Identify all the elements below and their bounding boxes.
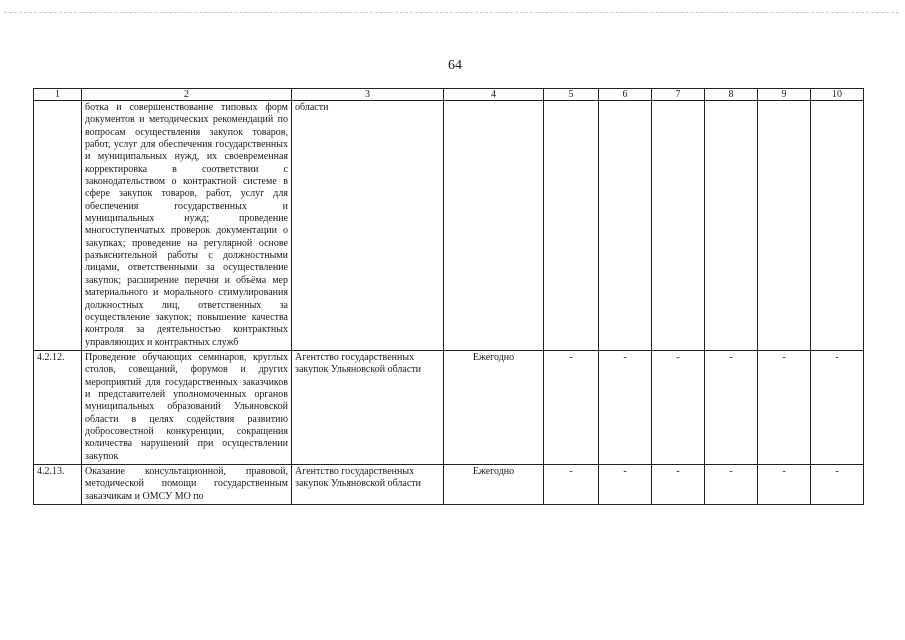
row-number — [34, 101, 82, 351]
row-value — [705, 101, 758, 351]
column-header: 6 — [599, 89, 652, 101]
table-row — [34, 464, 864, 504]
table-row — [34, 101, 864, 351]
row-executor: области — [292, 101, 444, 351]
column-header: 9 — [758, 89, 811, 101]
table-row — [34, 350, 864, 464]
plan-table — [33, 88, 864, 505]
row-value: - — [811, 464, 864, 504]
row-value: - — [544, 350, 599, 464]
row-description: ботка и совершенствование типовых форм документов и методических рекомендаций по вопросам осуществления закупок товаров, работ, услуг для обеспечения государственных и муниципальных нужд, их своевременная корректировка в соответствии с законодательством о контрактной системе в сфере закупок товаров, работ, услуг для обеспечения государственных и муниципальных нужд; проведение многоступенчатых проверок документации о закупках; проведение на регулярной основе разъяснительной работы с должностными лицами, ответственными за осуществление закупок; расширение перечня и объёма мер материального и морального стимулирования должностных лиц, ответственных за осуществление закупок; повышение качества контроля за деятельностью контрактных управляющих и контрактных служб — [82, 101, 292, 351]
column-header: 7 — [652, 89, 705, 101]
row-value: - — [705, 464, 758, 504]
column-header: 10 — [811, 89, 864, 101]
column-header: 4 — [444, 89, 544, 101]
row-term — [444, 101, 544, 351]
row-value: - — [652, 350, 705, 464]
row-value: - — [758, 350, 811, 464]
row-value: - — [652, 464, 705, 504]
row-value: - — [599, 350, 652, 464]
row-value: - — [811, 350, 864, 464]
row-executor: Агентство государственных закупок Ульяновской области — [292, 350, 444, 464]
row-description: Проведение обучающих семинаров, круглых столов, совещаний, форумов и других мероприятий для государственных заказчиков и представителей уполномоченных органов муниципальных образований Ульяновской области в целях содействия развитию добросовестной конкуренции, сокращения количества нарушений при осуществлении закупок — [82, 350, 292, 464]
row-value — [599, 101, 652, 351]
row-value: - — [758, 464, 811, 504]
row-term: Ежегодно — [444, 350, 544, 464]
column-header: 8 — [705, 89, 758, 101]
column-header: 5 — [544, 89, 599, 101]
row-value — [652, 101, 705, 351]
row-value: - — [599, 464, 652, 504]
row-number: 4.2.12. — [34, 350, 82, 464]
row-executor: Агентство государственных закупок Ульяновской области — [292, 464, 444, 504]
row-value — [758, 101, 811, 351]
row-description: Оказание консультационной, правовой, методической помощи государственным заказчикам и ОМСУ МО по — [82, 464, 292, 504]
scan-top-edge — [4, 12, 899, 13]
row-value: - — [544, 464, 599, 504]
page-number: 64 — [448, 58, 462, 73]
row-number: 4.2.13. — [34, 464, 82, 504]
row-value — [811, 101, 864, 351]
column-header: 2 — [82, 89, 292, 101]
column-header: 1 — [34, 89, 82, 101]
column-numbers-row — [34, 89, 864, 101]
row-term: Ежегодно — [444, 464, 544, 504]
row-value — [544, 101, 599, 351]
column-header: 3 — [292, 89, 444, 101]
row-value: - — [705, 350, 758, 464]
